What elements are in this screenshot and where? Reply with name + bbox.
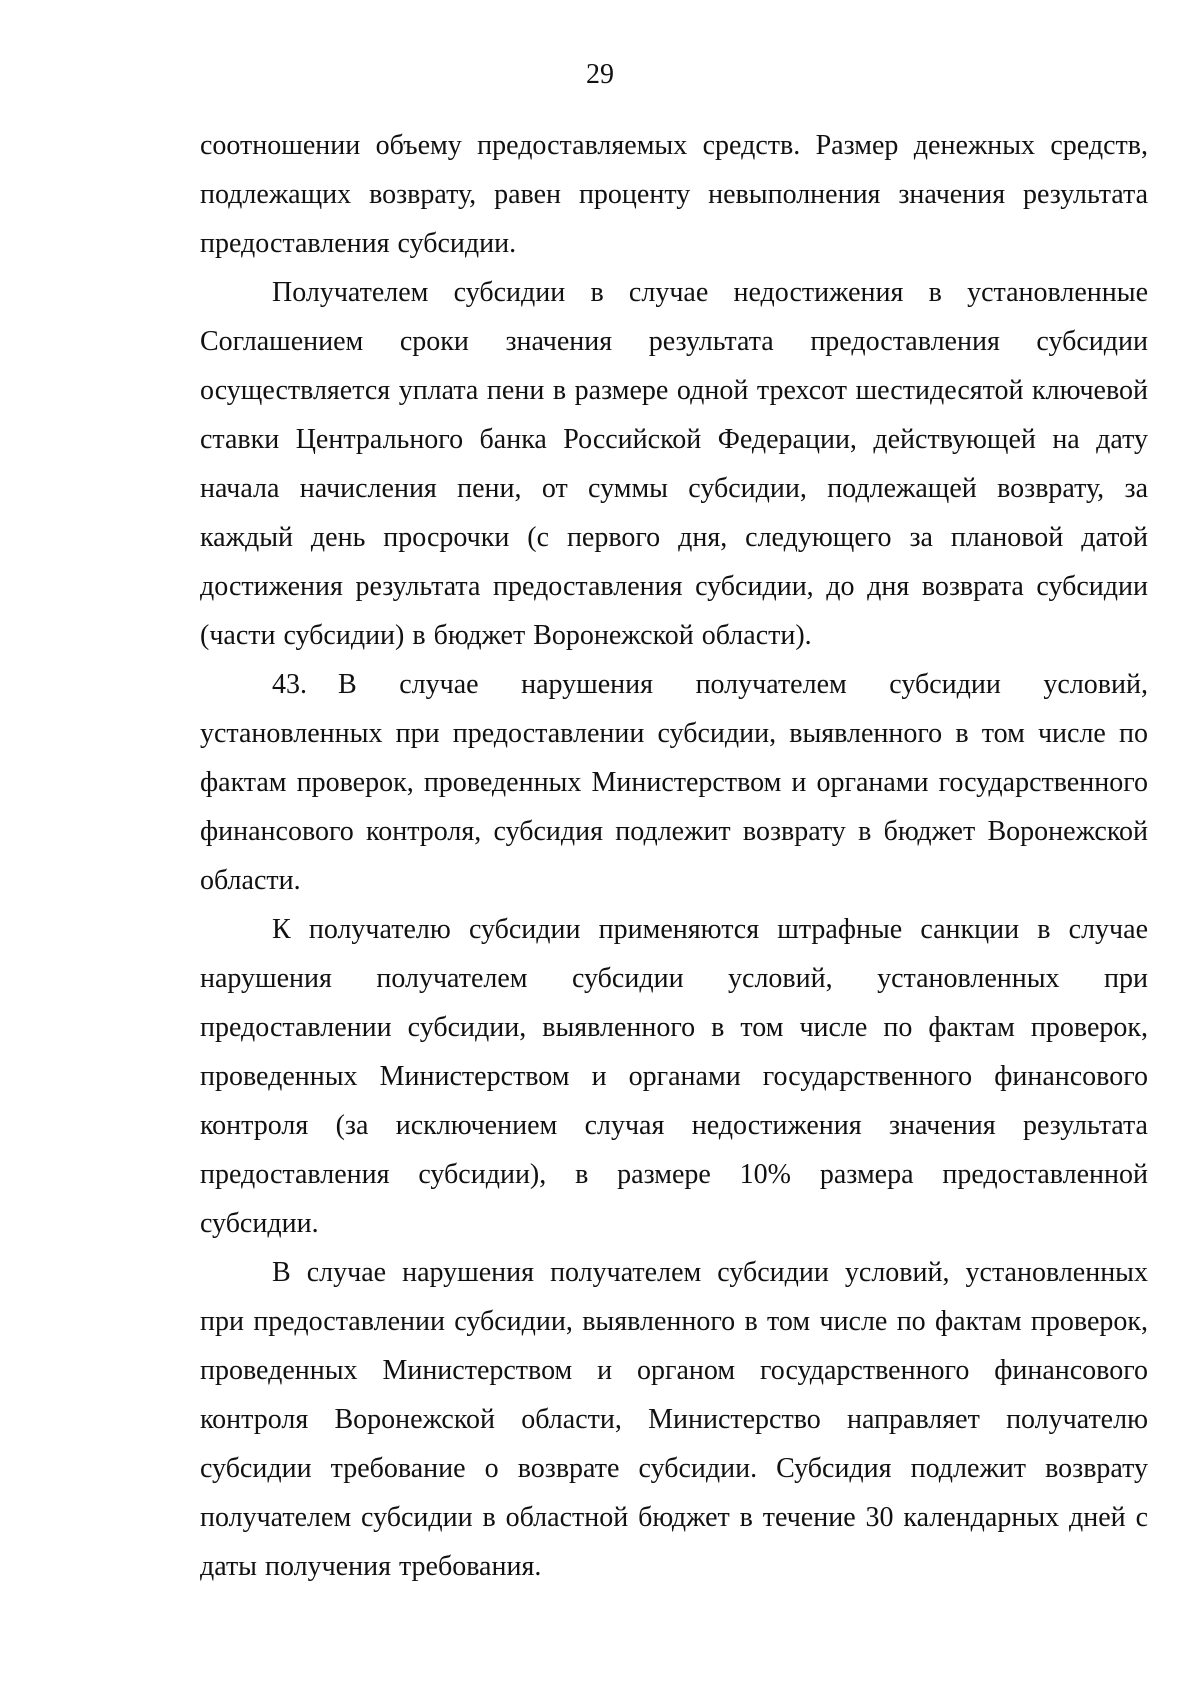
- fine-paragraph: К получателю субсидии применяются штрафные санкции в случае нарушения получателем субсидии условий, установленных при предоставлении субсидии, выявленного в том числе по фактам проверок, проведенных Министерством и органами государственного финансового контроля (за исключением случая недостижения значения результата предоставления субсидии), в размере 10% размера предоставленной субсидии.: [200, 914, 1148, 1239]
- document-body: [200, 121, 1148, 1591]
- continuation-paragraph: соотношении объему предоставляемых средств. Размер денежных средств, подлежащих возврату, равен проценту невыполнения значения результата предоставления субсидии.: [200, 130, 1148, 259]
- numbered-paragraph-43: [200, 660, 1148, 905]
- penalty-paragraph: Получателем субсидии в случае недостижения в установленные Соглашением сроки значения результата предоставления субсидии осуществляется уплата пени в размере одной трехсот шестидесятой ключевой ставки Центрального банка Российской Федерации, действующей на дату начала начисления пени, от суммы субсидии, подлежащей возврату, за каждый день просрочки (с первого дня, следующего за плановой датой достижения результата предоставления субсидии, до дня возврата субсидии (части субсидии) в бюджет Воронежской области).: [200, 277, 1148, 651]
- page-number: 29: [586, 59, 614, 90]
- refund-requirement-paragraph: В случае нарушения получателем субсидии условий, установленных при предоставлении субсидии, выявленного в том числе по фактам проверок, проведенных Министерством и органом государственного финансового контроля Воронежской области, Министерство направляет получателю субсидии требование о возврате субсидии. Субсидия подлежит возврату получателем субсидии в областной бюджет в течение 30 календарных дней с даты получения требования.: [200, 1257, 1148, 1582]
- paragraph-43-text: В случае нарушения получателем субсидии условий, установленных при предоставлении субсидии, выявленного в том числе по фактам проверок, проведенных Министерством и органами государственного финансового контроля, субсидия подлежит возврату в бюджет Воронежской области.: [200, 669, 1148, 896]
- paragraph-number: 43.: [272, 669, 307, 700]
